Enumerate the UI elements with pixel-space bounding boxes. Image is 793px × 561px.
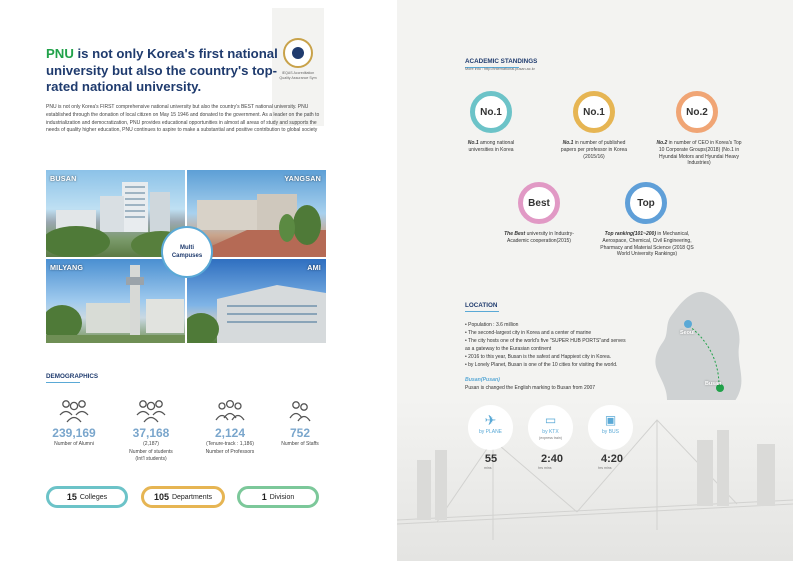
plane-icon: ✈ (484, 412, 497, 428)
map-label-seoul: Seoul (680, 330, 695, 336)
desc-no1-national: No.1 among national universities in Korea (467, 140, 515, 153)
stat-students-sub: (2,187) (143, 441, 159, 447)
desc-no2-ceo: No.2 in number of CEO in Korea's Top 10 Corporate Groups(2018) (No.1 in Hyundai Motors and Hyundai Heavy Industries) (656, 140, 742, 167)
location-bullet: • The city hosts one of the world's five "SUPER HUB PORTS"and serves (465, 338, 626, 344)
badge-best: Best (518, 182, 560, 224)
headline-highlight: PNU (46, 46, 74, 61)
pill-colleges: 15 Colleges (46, 486, 128, 508)
stat-staffs-value: 752 (289, 426, 311, 440)
location-bullet: • 2016 to this year, Busan is the safest and Happiest city in Korea. (465, 354, 612, 360)
desc-top: Top ranking(101~200) in Mechanical, Aerospace, Chemical, Civil Engineering, Pharmacy and Material Science (2018 QS World University Rankings) (600, 231, 694, 258)
people-pair-icon (288, 398, 312, 424)
location-bullet: • The second-largest city in Korea and a center of marine (465, 330, 592, 336)
transport-ktx: ▭ by KTX (express train) (528, 405, 573, 450)
transport-bus: ▣ by BUS (588, 405, 633, 450)
pill-division: 1 Division (237, 486, 319, 508)
academic-more-info: More info : http://international.pusan.ac.kr (465, 67, 535, 71)
stat-professors (196, 398, 264, 455)
stat-staffs-label: Number of Staffs (281, 441, 319, 447)
location-bullet: as a gateway to the Eurasian continent (465, 346, 552, 352)
intro-paragraph: PNU is not only Korea's FIRST comprehensive national university but also the country's BEST national university. PNU established through the donation of local citizen on May 15 1946 and donated to the government. As a leader on the path to industrialization and democratization, PNU provides educational opportunities in almost all areas of study and supports the needs of quality higher education, PNU continues to aspire to make a substantial and positive contribution to global society (46, 104, 320, 134)
badge-no1-national: No.1 (470, 91, 512, 133)
desc-best: The Best university in Industry-Academic cooperation(2015) (504, 231, 574, 244)
people-group-icon (134, 398, 168, 424)
badge-line2: Quality Assurance Sym (279, 76, 317, 80)
plane-time: 55 (484, 453, 498, 465)
location-bullet: • Population : 3.6 million (465, 322, 519, 328)
train-icon: ▭ (544, 413, 557, 427)
right-page (397, 0, 793, 561)
badge-line1: IEQAS Accreditation (281, 71, 315, 75)
badge-no1-papers: No.1 (573, 91, 615, 133)
bus-unit: hrs mins (598, 466, 612, 470)
multi-line2: Campuses (171, 253, 203, 259)
bus-time: 4:20 (600, 453, 624, 465)
campus-milyang-photo (46, 259, 185, 343)
multi-line1: Multi (179, 245, 194, 251)
stat-alumni-value: 239,169 (52, 426, 96, 440)
demographics-title: DEMOGRAPHICS (46, 373, 98, 383)
stat-staffs (274, 398, 326, 448)
stat-professors-label: Number of Professors (205, 448, 255, 455)
desc-no1-papers: No.1 in number of published papers per professor in Korea (2015/16) (560, 140, 628, 160)
stat-alumni-label: Number of Alumni (54, 441, 94, 447)
location-title: LOCATION (465, 302, 499, 312)
campus-label-busan: BUSAN (50, 174, 77, 183)
headline-rest: is not only Korea's first national university but also the country's top-rated national university. (46, 46, 278, 94)
bus-icon: ▣ (604, 413, 617, 427)
stat-students-label: Number of students (129, 448, 173, 455)
stat-students (120, 398, 182, 463)
location-bullet: • by Lonely Planet, Busan is one of the 10 cities for visiting the world. (465, 362, 618, 368)
stat-alumni (46, 398, 102, 448)
transport-plane: ✈ by PLANE (468, 405, 513, 450)
stat-professors-sub: (Tenure-track : 1,186) (206, 441, 254, 447)
multi-campuses-badge (161, 226, 213, 278)
academic-title: ACADEMIC STANDINGS (465, 58, 537, 68)
badge-top: Top (625, 182, 667, 224)
stat-professors-value: 2,124 (214, 426, 246, 440)
accreditation-seal-icon (283, 38, 313, 68)
ktx-unit: hrs mins (538, 466, 552, 470)
location-bullets (465, 321, 670, 369)
campus-label-ami: AMI (307, 263, 321, 272)
ktx-time: 2:40 (540, 453, 564, 465)
map-label-busan: Busan (705, 381, 722, 387)
people-group-icon (57, 398, 91, 424)
campus-ami-photo (187, 259, 326, 343)
badge-no2-ceo: No.2 (676, 91, 718, 133)
campus-label-yangsan: YANGSAN (284, 174, 321, 183)
stat-students-value: 37,168 (132, 426, 170, 440)
campus-label-milyang: MILYANG (50, 263, 84, 272)
plane-unit: mins (484, 466, 492, 470)
busan-pusan-title: Busan(Pusan) (465, 377, 500, 383)
headline (46, 46, 286, 96)
stat-students-label2: (Int'l students) (135, 456, 167, 462)
busan-pusan-desc: Pusan is changed the English marking to Busan from 2007 (465, 385, 596, 391)
people-trio-icon (215, 398, 245, 424)
pill-departments: 105 Departments (141, 486, 225, 508)
